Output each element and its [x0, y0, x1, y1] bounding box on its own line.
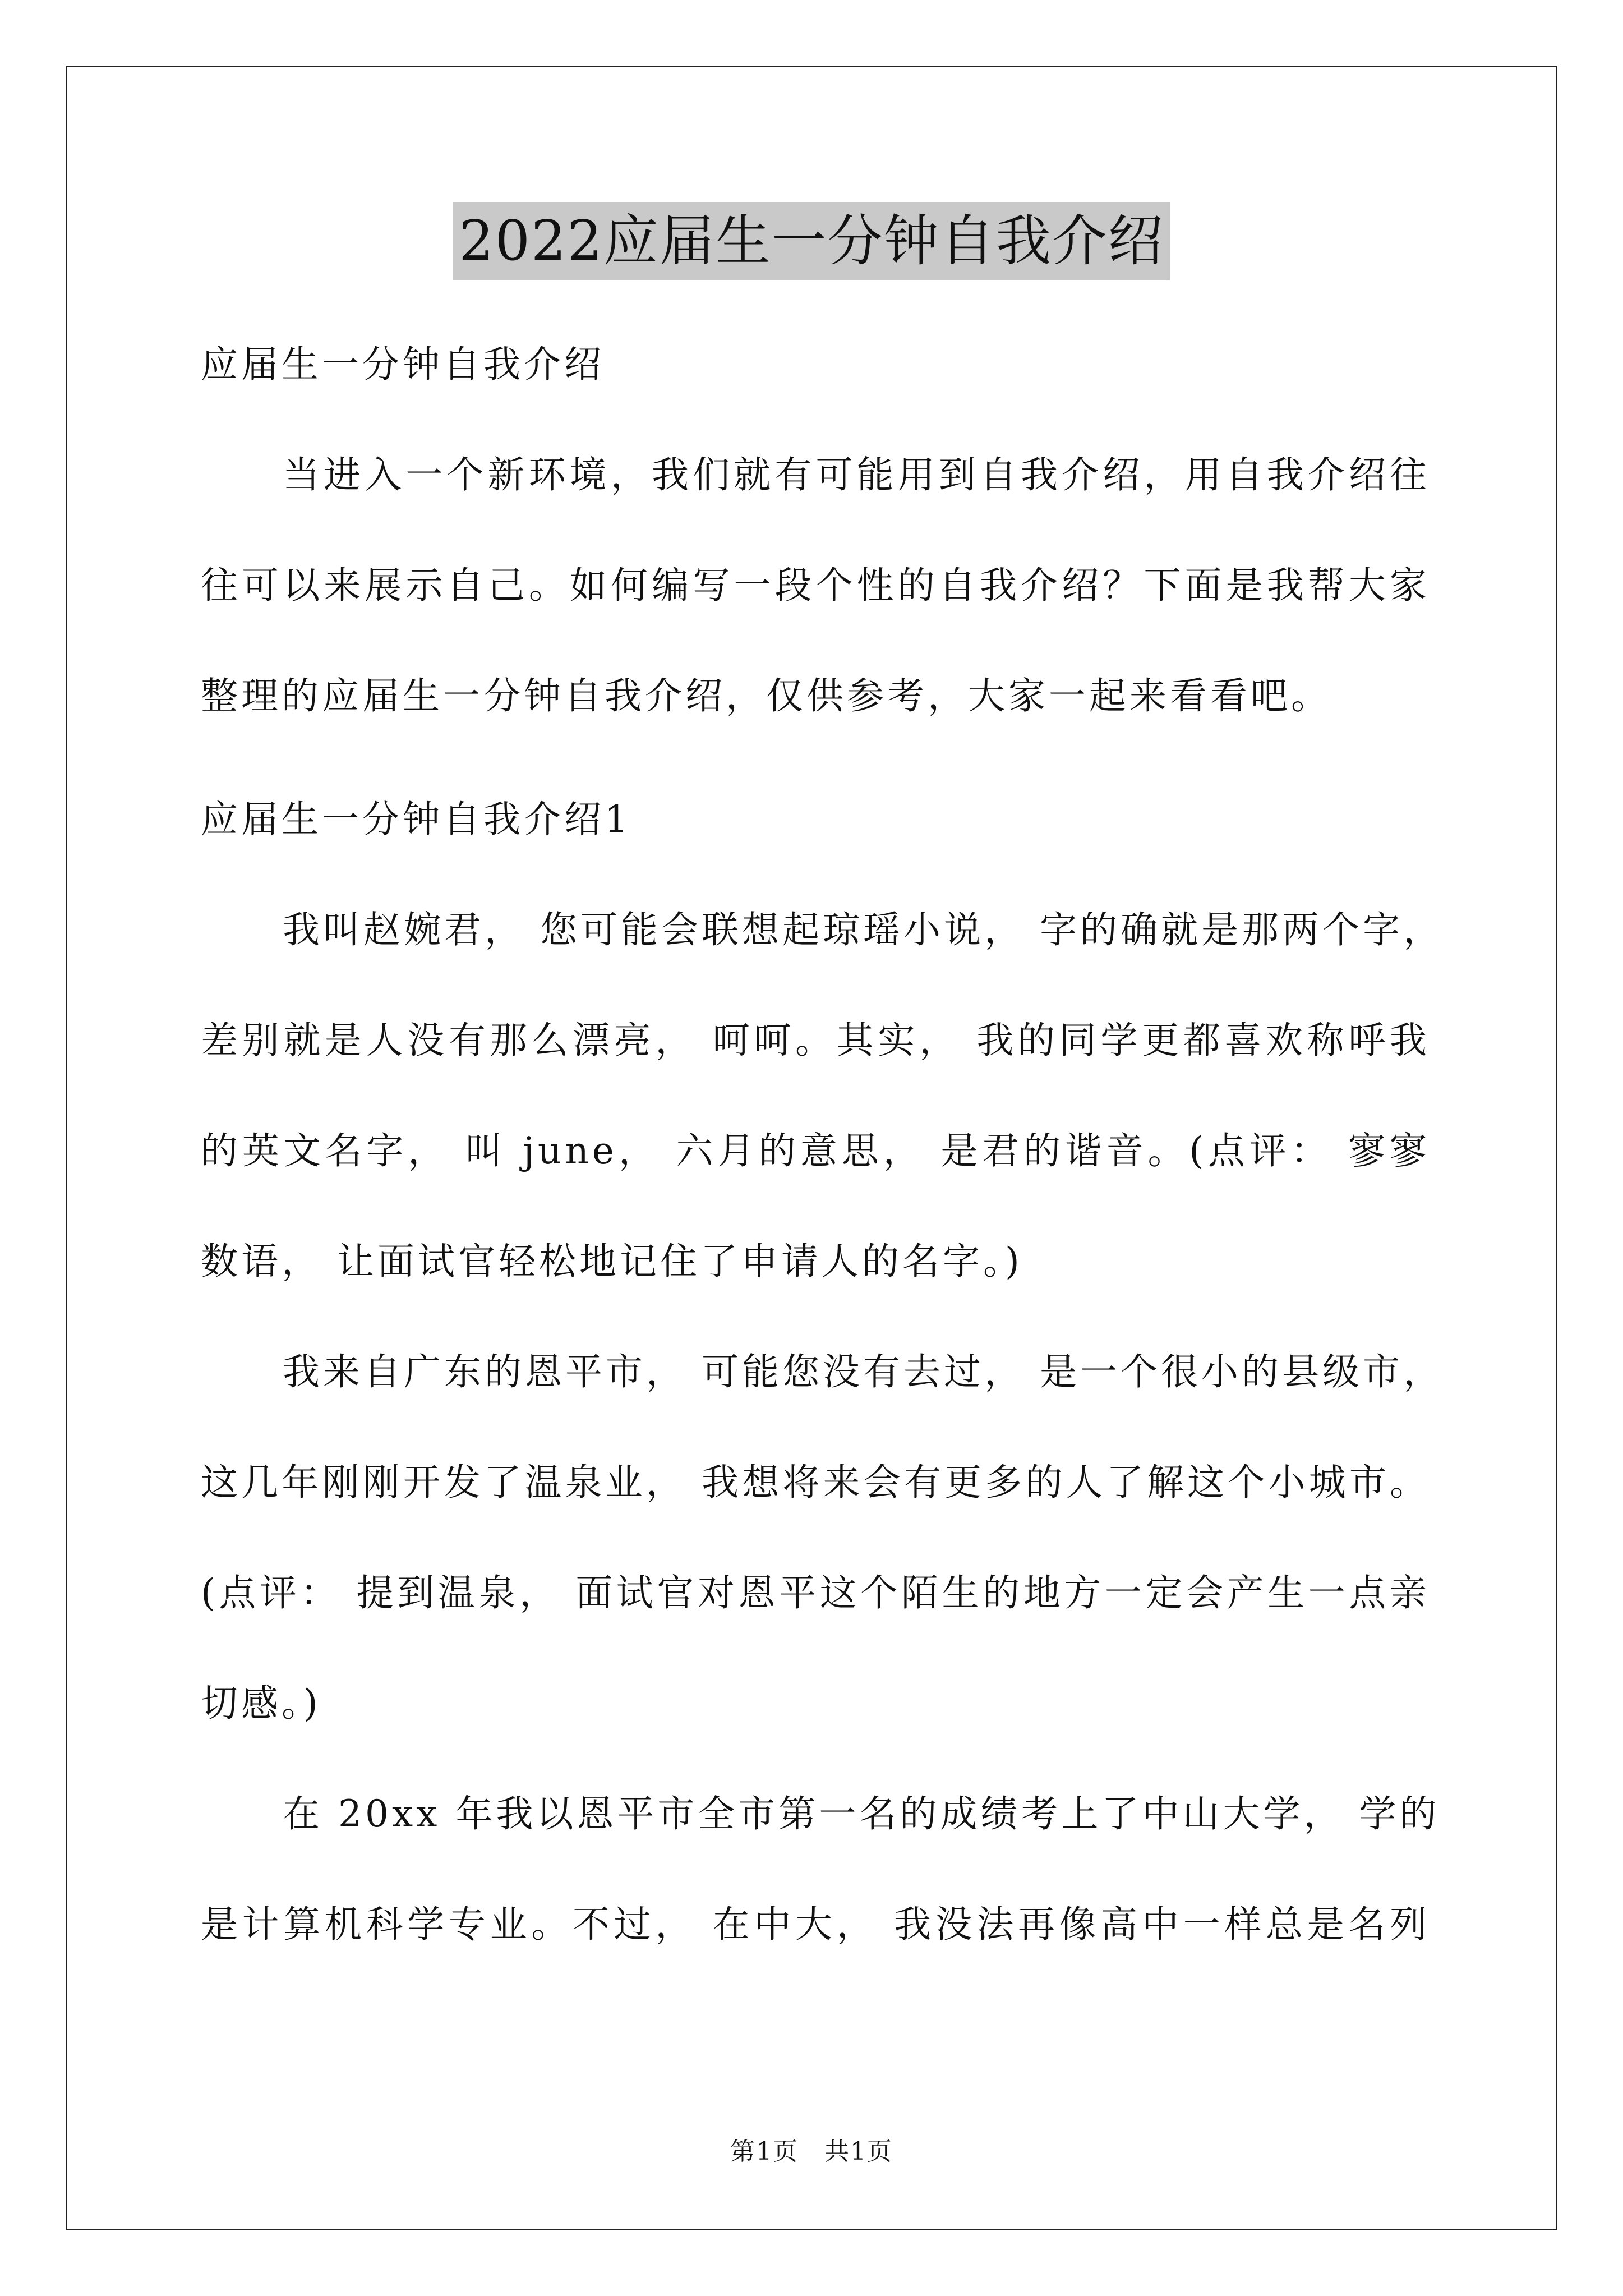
paragraph-line: 这几年刚刚开发了温泉业， 我想将来会有更多的人了解这个小城市。: [201, 1461, 1430, 1504]
paragraph-line: 差别就是人没有那么漂亮， 呵呵。其实， 我的同学更都喜欢称呼我: [201, 1019, 1430, 1062]
paragraph-line: 切感。): [201, 1682, 321, 1725]
intro-line: 往可以来展示自己。如何编写一段个性的自我介绍？下面是我帮大家: [201, 564, 1430, 607]
intro-line: 整理的应届生一分钟自我介绍，仅供参考，大家一起来看看吧。: [201, 674, 1331, 717]
paragraph-line: 在 20xx 年我以恩平市全市第一名的成绩考上了中山大学， 学的: [283, 1792, 1440, 1835]
document-title: 2022应届生一分钟自我介绍: [453, 202, 1169, 280]
document-body: [201, 337, 1444, 2007]
title-container: [0, 202, 1623, 280]
paragraph-line: 我叫赵婉君， 您可能会联想起琼瑶小说， 字的确就是那两个字，: [283, 908, 1444, 951]
page-footer: 第1页 共1页: [730, 2137, 893, 2166]
paragraph-line: 的英文名字， 叫 june， 六月的意思， 是君的谐音。(点评： 寥寥: [201, 1129, 1430, 1172]
paragraph-line: (点评： 提到温泉， 面试官对恩平这个陌生的地方一定会产生一点亲: [201, 1571, 1430, 1614]
paragraph-line: 数语， 让面试官轻松地记住了申请人的名字。): [201, 1240, 1023, 1283]
paragraph-line: 是计算机科学专业。不过， 在中大， 我没法再像高中一样总是名列: [201, 1903, 1430, 1946]
subtitle: 应届生一分钟自我介绍: [201, 343, 605, 386]
paragraph-line: 我来自广东的恩平市， 可能您没有去过， 是一个很小的县级市，: [283, 1350, 1444, 1393]
section-heading: 应届生一分钟自我介绍1: [201, 798, 631, 841]
intro-line: 当进入一个新环境，我们就有可能用到自我介绍，用自我介绍往: [283, 453, 1430, 496]
